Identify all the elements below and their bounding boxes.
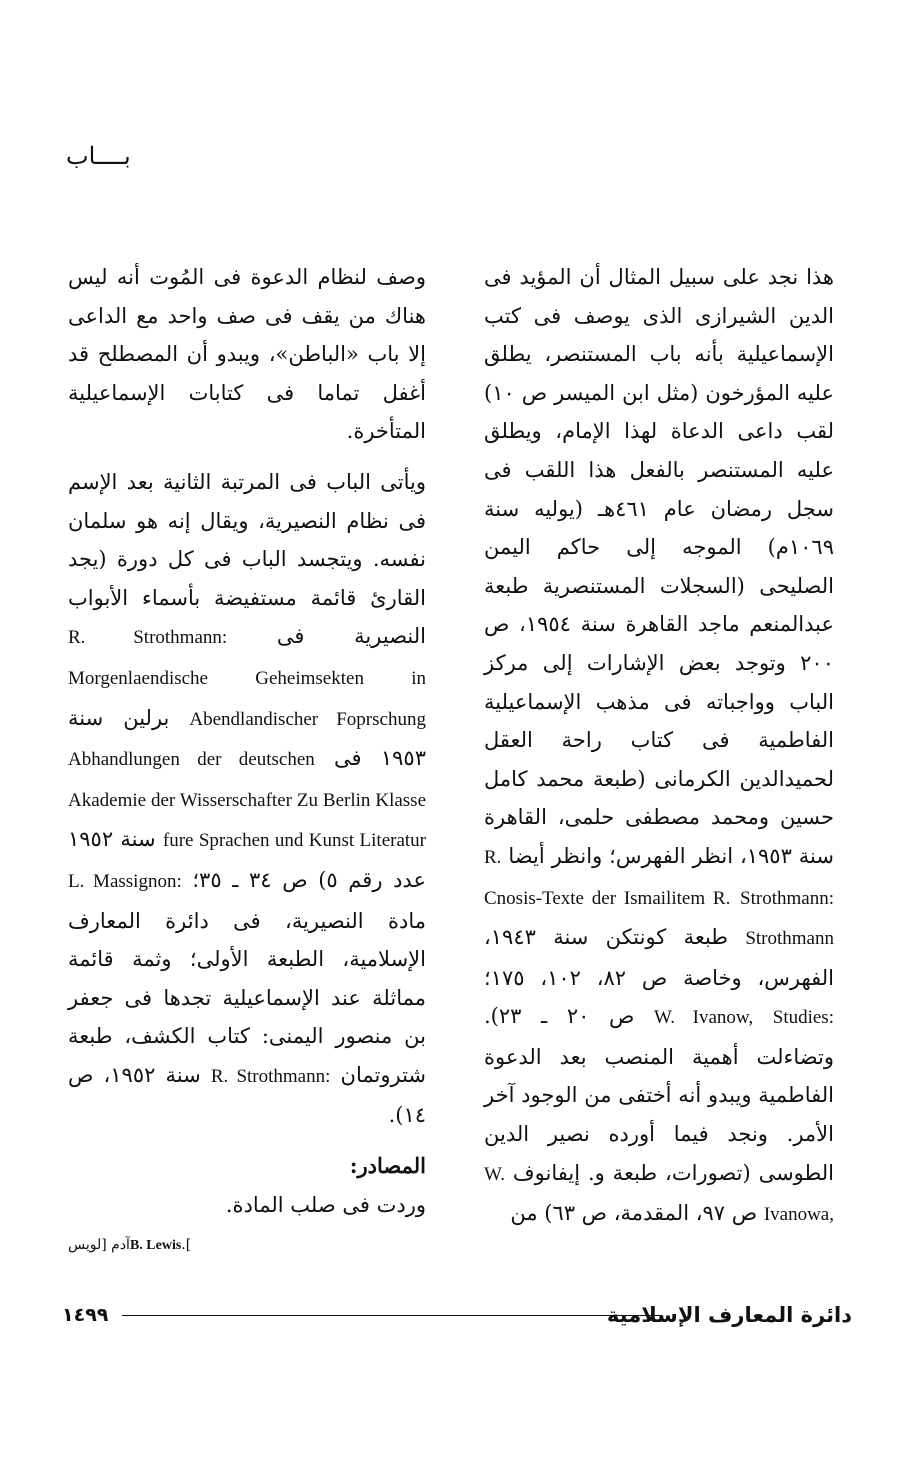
arabic-text: سنة ١٩٥٢ عدد رقم ٥) ص ٣٤ ـ ٣٥؛	[68, 827, 426, 892]
arabic-text: ص ٩٧، المقدمة، ص ٦٣) من	[510, 1201, 758, 1226]
arabic-text: مادة النصيرية، فى دائرة المعارف الإسلامية، الطبعة الأولى؛ وثمة قائمة مماثلة عند الإسماعيلية تجدها فى جعفر بن منصور اليمنى: كتاب الكشف، طبعة شتروتمان	[68, 908, 426, 1087]
sources-text: وردت فى صلب المادة.	[225, 1192, 426, 1217]
left-text-column	[68, 258, 426, 1261]
sources-heading: المصادر:	[349, 1153, 426, 1179]
arabic-text: ويأتى الباب فى المرتبة الثانية بعد الإسم فى نظام النصيرية، ويقال إنه هو سلمان نفسه. ويتجسد الباب فى كل دورة (يجد القارئ قائمة مستفيضة بأسماء الأبواب النصيرية فى	[68, 469, 426, 649]
latin-reference: W. Ivanow,	[654, 1007, 754, 1029]
latin-reference: L. Massignon:	[68, 870, 182, 892]
arabic-text: هذا نجد على سبيل المثال أن المؤيد فى الدين الشيرازى الذى يوصف فى كتب الإسماعيلية بأنه باب المستنصر، يطلق عليه المؤرخون (مثل ابن الميسر ص ١٠) لقب داعى الدعاة لهذا الإمام، ويطلق عليه المستنصر بالفعل هذا اللقب فى سجل رمضان عام ٤٦١هـ (يوليه سنة ١٠٦٩م) الموجه إلى حاكم اليمن الصليحى (السجلات المستنصرية طبعة عبدالمنعم ماجد القاهرة سنة ١٩٥٤، ص ٢٠٠ وتوجد بعض الإشارات إلى مركز الباب وواجباته فى مذهب الإسماعيلية الفاطمية فى كتاب راحة العقل لحميدالدين الكرمانى (طبعة محمد كامل حسين ومحمد مصطفى حلمى، القاهرة سنة ١٩٥٣، انظر الفهرس؛ وانظر أيضا	[484, 265, 835, 868]
latin-reference: W. Ivanowa,	[484, 1163, 834, 1226]
latin-reference: R. Strothmann: Morgenlaendische Geheimsekten in Abendlandischer Foprschung	[68, 627, 426, 730]
credit-arabic-name: آدم [لويس	[68, 1237, 130, 1254]
page-number: ١٤٩٩	[62, 1304, 109, 1326]
arabic-text: طبعة كونتكن سنة ١٩٤٣، الفهرس، وخاصة ص ٨٢، ١٠٢، ١٧٥؛	[484, 925, 835, 990]
latin-reference: Studies:	[772, 1007, 834, 1029]
credit-end: ].	[181, 1237, 192, 1254]
credit-latin-name: B. Lewis	[129, 1238, 182, 1254]
arabic-text: برلين سنة ١٩٥٣ فى	[68, 705, 426, 771]
latin-reference: Cnosis-Texte der Ismailitem R. Strothmann	[484, 887, 834, 950]
arabic-text: سنة ١٩٥٢، ص ١٤).	[68, 1062, 426, 1128]
paragraph	[68, 463, 426, 1135]
paragraph: وصف لنظام الدعوة فى المُوت أنه ليس هناك من يقف فى صف واحد مع الداعى إلا باب «الباطن»، ويبدو أن المصطلح قد أغفل تماما فى كتابات الإسماعيلية المتأخرة.	[68, 265, 426, 444]
running-header: بــــاب	[66, 142, 131, 170]
author-credit	[68, 1230, 426, 1261]
arabic-text: ص ٢٠ ـ ٢٣). وتضاءلت أهمية المنصب بعد الدعوة الفاطمية ويبدو أنه أختفى من الوجود آخر الأمر. ونجد فيما أورده نصير الدين الطوسى (تصورات، طبعة و. إيفانوف	[484, 1004, 834, 1185]
latin-reference: Abhandlungen der deutschen Akademie der Wisserschafter Zu Berlin Klasse fure Sprachen und Kunst Literatur	[68, 749, 426, 852]
latin-reference: R. Strothmann:	[484, 846, 834, 909]
right-text-column	[484, 258, 834, 1235]
latin-reference: R. Strothmann:	[210, 1065, 331, 1087]
paragraph	[484, 258, 834, 1235]
publication-title: دائرة المعارف الإسلامية	[606, 1303, 852, 1327]
page-footer	[62, 1300, 852, 1330]
footer-rule	[122, 1315, 662, 1316]
